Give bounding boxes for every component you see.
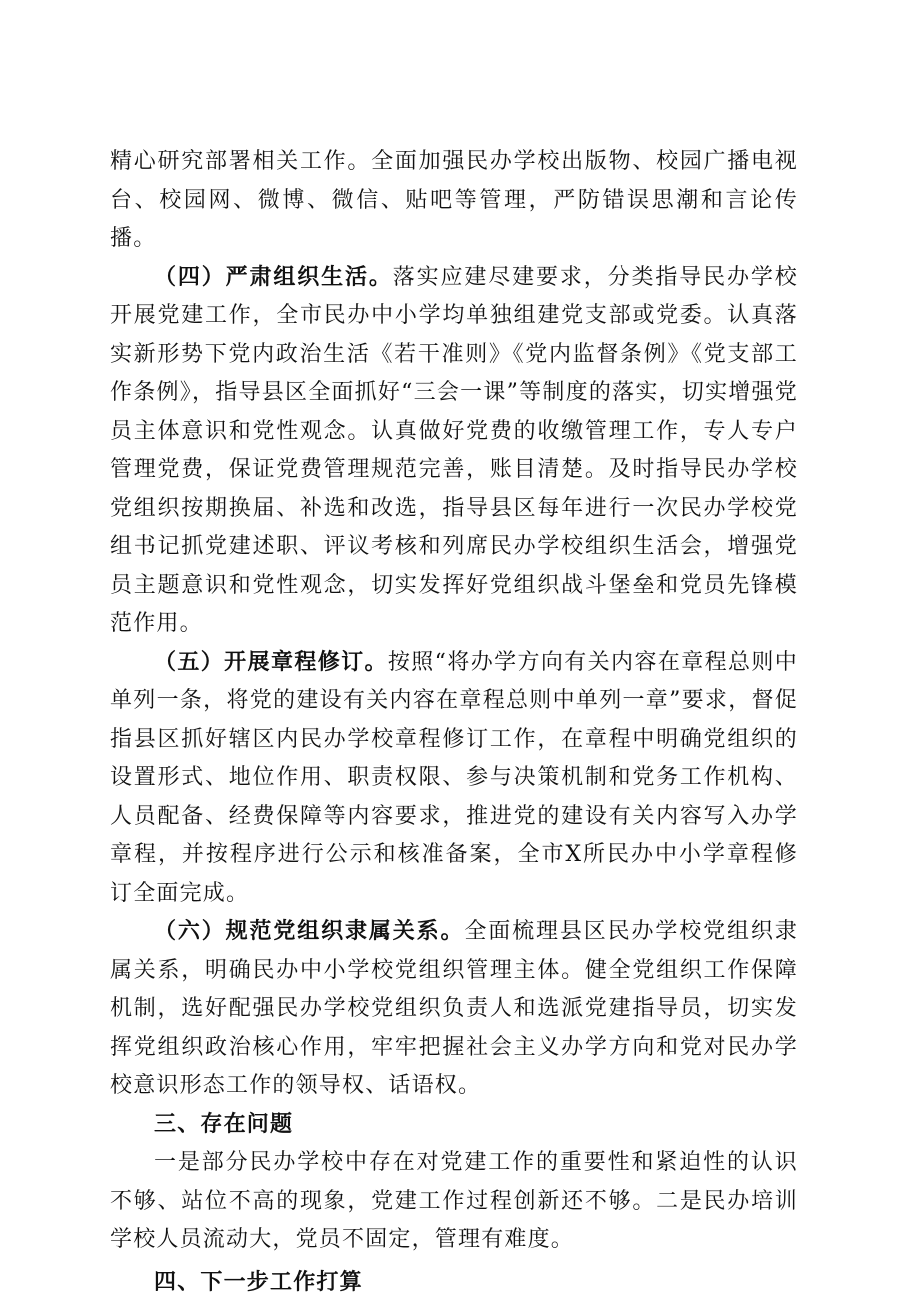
paragraph-text: 精心研究部署相关工作。全面加强民办学校出版物、校园广播电视台、校园网、微博、微信、贴吧等管理，严防错误思潮和言论传播。 [110, 149, 798, 251]
document-body [110, 143, 798, 1302]
section-heading-problems: 三、存在问题 [110, 1106, 798, 1145]
paragraph-lead: （五）开展章程修订。 [154, 650, 388, 675]
paragraph-lead: （六）规范党组织隶属关系。 [154, 919, 464, 944]
paragraph-organization-life [110, 259, 798, 644]
paragraph-charter-revision [110, 644, 798, 914]
paragraph-continued [110, 143, 798, 259]
paragraph-text: 全面梳理县区民办学校党组织隶属关系，明确民办中小学校党组织管理主体。健全党组织工作保障机制，选好配强民办学校党组织负责人和选派党建指导员，切实发挥党组织政治核心作用，牢牢把握社会主义办学方向和党对民办学校意识形态工作的领导权、话语权。 [110, 919, 798, 1098]
paragraph-problems [110, 1144, 798, 1260]
paragraph-text: 一是部分民办学校中存在对党建工作的重要性和紧迫性的认识不够、站位不高的现象，党建工作过程创新还不够。二是民办培训学校人员流动大，党员不固定，管理有难度。 [110, 1150, 798, 1252]
section-heading-next-steps: 四、下一步工作打算 [110, 1264, 798, 1302]
paragraph-affiliation [110, 913, 798, 1106]
paragraph-text: 按照“将办学方向有关内容在章程总则中单列一条，将党的建设有关内容在章程总则中单列一章”要求，督促指县区抓好辖区内民办学校章程修订工作，在章程中明确党组织的设置形式、地位作用、职责权限、参与决策机制和党务工作机构、人员配备、经费保障等内容要求，推进党的建设有关内容写入办学章程，并按程序进行公示和核准备案，全市X所民办中小学章程修订全面完成。 [110, 650, 798, 906]
paragraph-lead: （四）严肃组织生活。 [154, 265, 393, 290]
paragraph-text: 落实应建尽建要求，分类指导民办学校开展党建工作，全市民办中小学均单独组建党支部或党委。认真落实新形势下党内政治生活《若干准则》《党内监督条例》《党支部工作条例》，指导县区全面抓好“三会一课”等制度的落实，切实增强党员主体意识和党性观念。认真做好党费的收缴管理工作，专人专户管理党费，保证党费管理规范完善，账目清楚。及时指导民办学校党组织按期换届、补选和改选，指导县区每年进行一次民办学校党组书记抓党建述职、评议考核和列席民办学校组织生活会，增强党员主题意识和党性观念，切实发挥好党组织战斗堡垒和党员先锋模范作用。 [110, 265, 798, 637]
